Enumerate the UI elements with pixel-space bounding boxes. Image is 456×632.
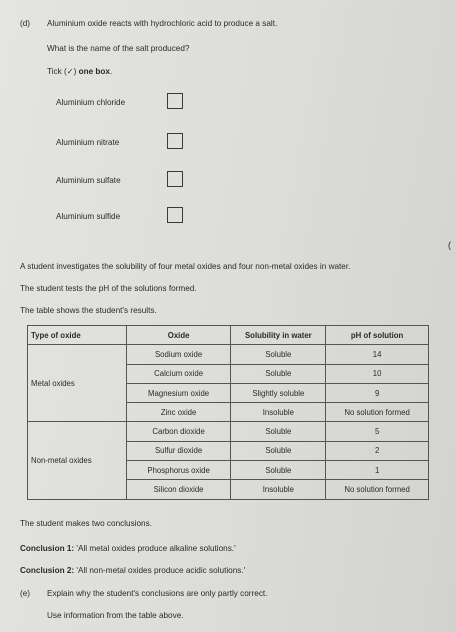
oxide-cell: Calcium oxide: [126, 364, 231, 383]
conclusion-1: [20, 544, 236, 554]
conclusion-1-label: Conclusion 1:: [20, 544, 75, 553]
ph-cell: 14: [326, 345, 429, 364]
solubility-cell: Soluble: [231, 345, 326, 364]
header-solubility: Solubility in water: [231, 326, 326, 345]
conclusion-2-label: Conclusion 2:: [20, 566, 75, 575]
oxide-cell: Magnesium oxide: [126, 383, 231, 402]
oxide-cell: Zinc oxide: [126, 403, 231, 422]
solubility-cell: Soluble: [231, 422, 326, 441]
ph-cell: 2: [326, 441, 429, 460]
oxide-cell: Sodium oxide: [126, 345, 231, 364]
ph-cell: 10: [326, 364, 429, 383]
question-d-instruction: Tick (✓) one box.: [47, 67, 113, 76]
option-label-2: Aluminium nitrate: [56, 138, 120, 147]
table-header-row: [28, 326, 429, 345]
question-e-text: Explain why the student's conclusions are only partly correct.: [47, 589, 268, 598]
results-table: [27, 325, 429, 500]
header-type: Type of oxide: [28, 326, 127, 345]
solubility-cell: Soluble: [231, 364, 326, 383]
ph-cell: 1: [326, 461, 429, 480]
table-row: [28, 422, 429, 441]
group-metal-oxides: Metal oxides: [28, 345, 127, 422]
header-oxide: Oxide: [126, 326, 231, 345]
oxide-cell: Phosphorus oxide: [126, 461, 231, 480]
conclusion-2: [20, 566, 245, 576]
option-label-1: Aluminium chloride: [56, 98, 126, 107]
intro-line-1: A student investigates the solubility of four metal oxides and four non-metal oxides in water.: [20, 262, 351, 271]
tick-box-1[interactable]: [167, 93, 183, 109]
ph-cell: 5: [326, 422, 429, 441]
ph-cell: No solution formed: [326, 480, 429, 499]
option-label-4: Aluminium sulfide: [56, 212, 121, 221]
question-number-e: (e): [20, 589, 31, 598]
oxide-cell: Carbon dioxide: [126, 422, 231, 441]
solubility-cell: Slightly soluble: [231, 383, 326, 402]
oxide-cell: Sulfur dioxide: [126, 441, 231, 460]
option-label-3: Aluminium sulfate: [56, 176, 121, 185]
conclusion-2-text: 'All non-metal oxides produce acidic solutions.': [76, 566, 246, 575]
solubility-cell: Soluble: [231, 441, 326, 460]
intro-line-3: The table shows the student's results.: [20, 306, 157, 315]
question-number-d: (d): [20, 19, 31, 28]
conclusion-1-text: 'All metal oxides produce alkaline solutions.': [76, 544, 236, 553]
oxide-cell: Silicon dioxide: [126, 480, 231, 499]
question-e-hint: Use information from the table above.: [47, 611, 184, 620]
intro-line-2: The student tests the pH of the solutions formed.: [20, 284, 197, 293]
group-non-metal-oxides: Non-metal oxides: [28, 422, 127, 499]
tick-box-3[interactable]: [167, 171, 183, 187]
tick-box-4[interactable]: [167, 207, 183, 223]
table-row: [28, 345, 429, 364]
header-ph: pH of solution: [326, 326, 429, 345]
conclusions-intro: The student makes two conclusions.: [20, 519, 152, 528]
solubility-cell: Insoluble: [231, 403, 326, 422]
question-d-question: What is the name of the salt produced?: [47, 44, 190, 53]
solubility-cell: Insoluble: [231, 480, 326, 499]
margin-mark: (: [448, 240, 451, 250]
ph-cell: 9: [326, 383, 429, 402]
question-d-stem: Aluminium oxide reacts with hydrochloric acid to produce a salt.: [47, 19, 278, 28]
solubility-cell: Soluble: [231, 461, 326, 480]
tick-box-2[interactable]: [167, 133, 183, 149]
ph-cell: No solution formed: [326, 403, 429, 422]
